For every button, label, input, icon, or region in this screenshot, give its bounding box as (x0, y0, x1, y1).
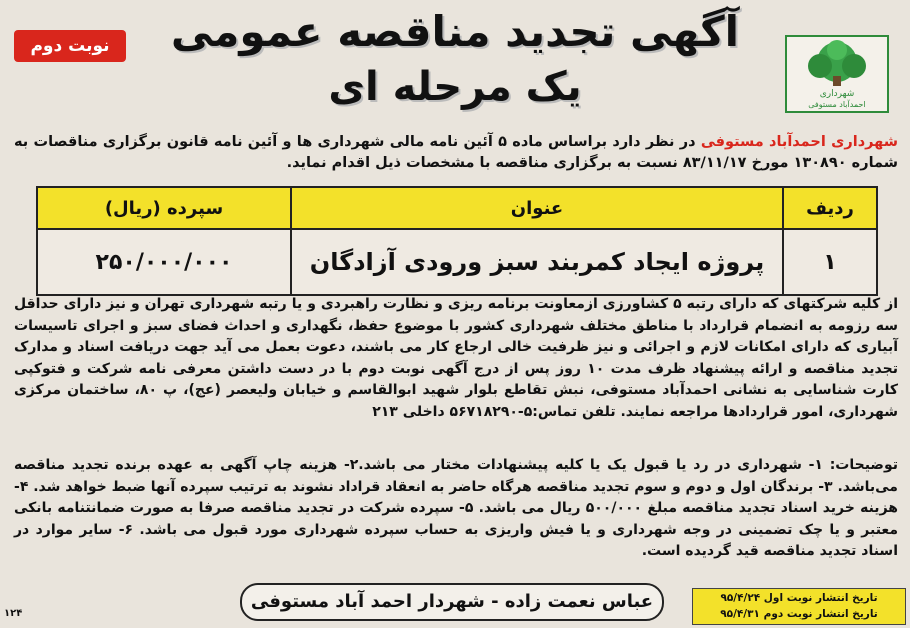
signature: عباس نعمت زاده - شهردار احمد آباد مستوفی (240, 583, 664, 621)
header-row-number: ردیف (783, 187, 877, 229)
table-row (37, 229, 877, 295)
municipality-logo (782, 32, 892, 116)
tree-logo-icon (782, 32, 892, 116)
intro-paragraph (14, 132, 898, 174)
header-title: عنوان (291, 187, 783, 229)
first-publish-date: تاریخ انتشار نوبت اول ۹۵/۴/۲۴ (720, 592, 878, 604)
cell-deposit: ۲۵۰/۰۰۰/۰۰۰ (37, 229, 291, 295)
notes-paragraph: توضیحات: ۱- شهرداری در رد یا قبول یک یا کلیه پیشنهادات مختار می باشد.۲- هزینه چاپ آگهی به عهده برنده تجدید مناقصه می‌باشد. ۳- برندگان اول و دوم و سوم تجدید مناقصه هرگاه حاضر به انعقاد قراداد نشوند به ترتیب سپرده آنها ضبط خواهد شد. ۴- هزینه خرید اسناد تجدید مناقصه مبلغ ۵۰۰/۰۰۰ ریال می باشد. ۵- سپرده شرکت در تجدید مناقصه صرفا به صورت ضمانتنامه بانکی معتبر و یا چک تضمینی در وجه شهرداری و یا فیش واریزی به حساب سپرده شهرداری مورد قبول می باشد. ۶- سایر موارد در اسناد تجدید مناقصه قید گردیده است. (14, 457, 898, 560)
organization-name: شهرداری احمدآباد مستوفی (700, 134, 898, 150)
tender-table (36, 186, 878, 296)
invitation-paragraph: از کلیه شرکتهای که دارای رتبه ۵ کشاورزی ازمعاونت برنامه ریزی و نظارت راهبردی و یا رتبه شهرداری تهران و نیز دارای حداقل سه رزومه به انضمام قرارداد با مناطق مختلف شهرداری کشور با موضوع حفظ، نگهداری و احداث فضای سبز و اجرای تاسیسات آبیاری که دارای امکانات لازم و اجرائی و نیز ظرفیت خالی ارجاع کار می باشند، دعوت بعمل می آید جهت دریافت اسناد و مدارک تجدید مناقصه و ارائه پیشنهاد ظرف مدت ۱۰ روز پس از درج آگهی نوبت دوم با در دست داشتن معرفی نامه شرکت و فتوکپی کارت شناسایی به نشانی احمدآباد مستوفی، نبش تقاطع بلوار شهید ابوالقاسم و خیابان ولیعصر (عج)، پ ۸۰، ساختمان مرکزی شهرداری، امور قراردادها مراجعه نمایند. تلفن تماس:۵-۵۶۷۱۸۲۹۰ داخلی ۲۱۳ (14, 296, 899, 420)
cell-project-title: پروژه ایجاد کمربند سبز ورودی آزادگان (291, 229, 783, 295)
logo-text-2: احمدآباد مستوفی (808, 100, 866, 109)
table-header-row (37, 187, 877, 229)
logo-text-1: شهرداری (819, 89, 855, 99)
title-line-1: آگهی تجدید مناقصه عمومی (170, 7, 740, 56)
title-line-2: یک مرحله ای (328, 64, 582, 110)
intro-text: در نظر دارد براساس ماده ۵ آئین نامه مالی شهرداری ها و آئین نامه قانون برگزاری مناقصات به شماره ۱۳۰۸۹۰ مورخ ۸۳/۱۱/۱۷ نسبت به برگزاری مناقصه با مشخصات ذیل اقدام نماید. (14, 134, 898, 171)
publish-dates (692, 588, 906, 625)
second-publish-date: تاریخ انتشار نوبت دوم ۹۵/۴/۳۱ (720, 608, 878, 620)
header-deposit: سپرده (ریال) (37, 187, 291, 229)
second-notice-badge: نوبت دوم (14, 30, 126, 62)
cell-row-number: ۱ (783, 229, 877, 295)
ad-code: ۱۲۴ (4, 608, 23, 619)
